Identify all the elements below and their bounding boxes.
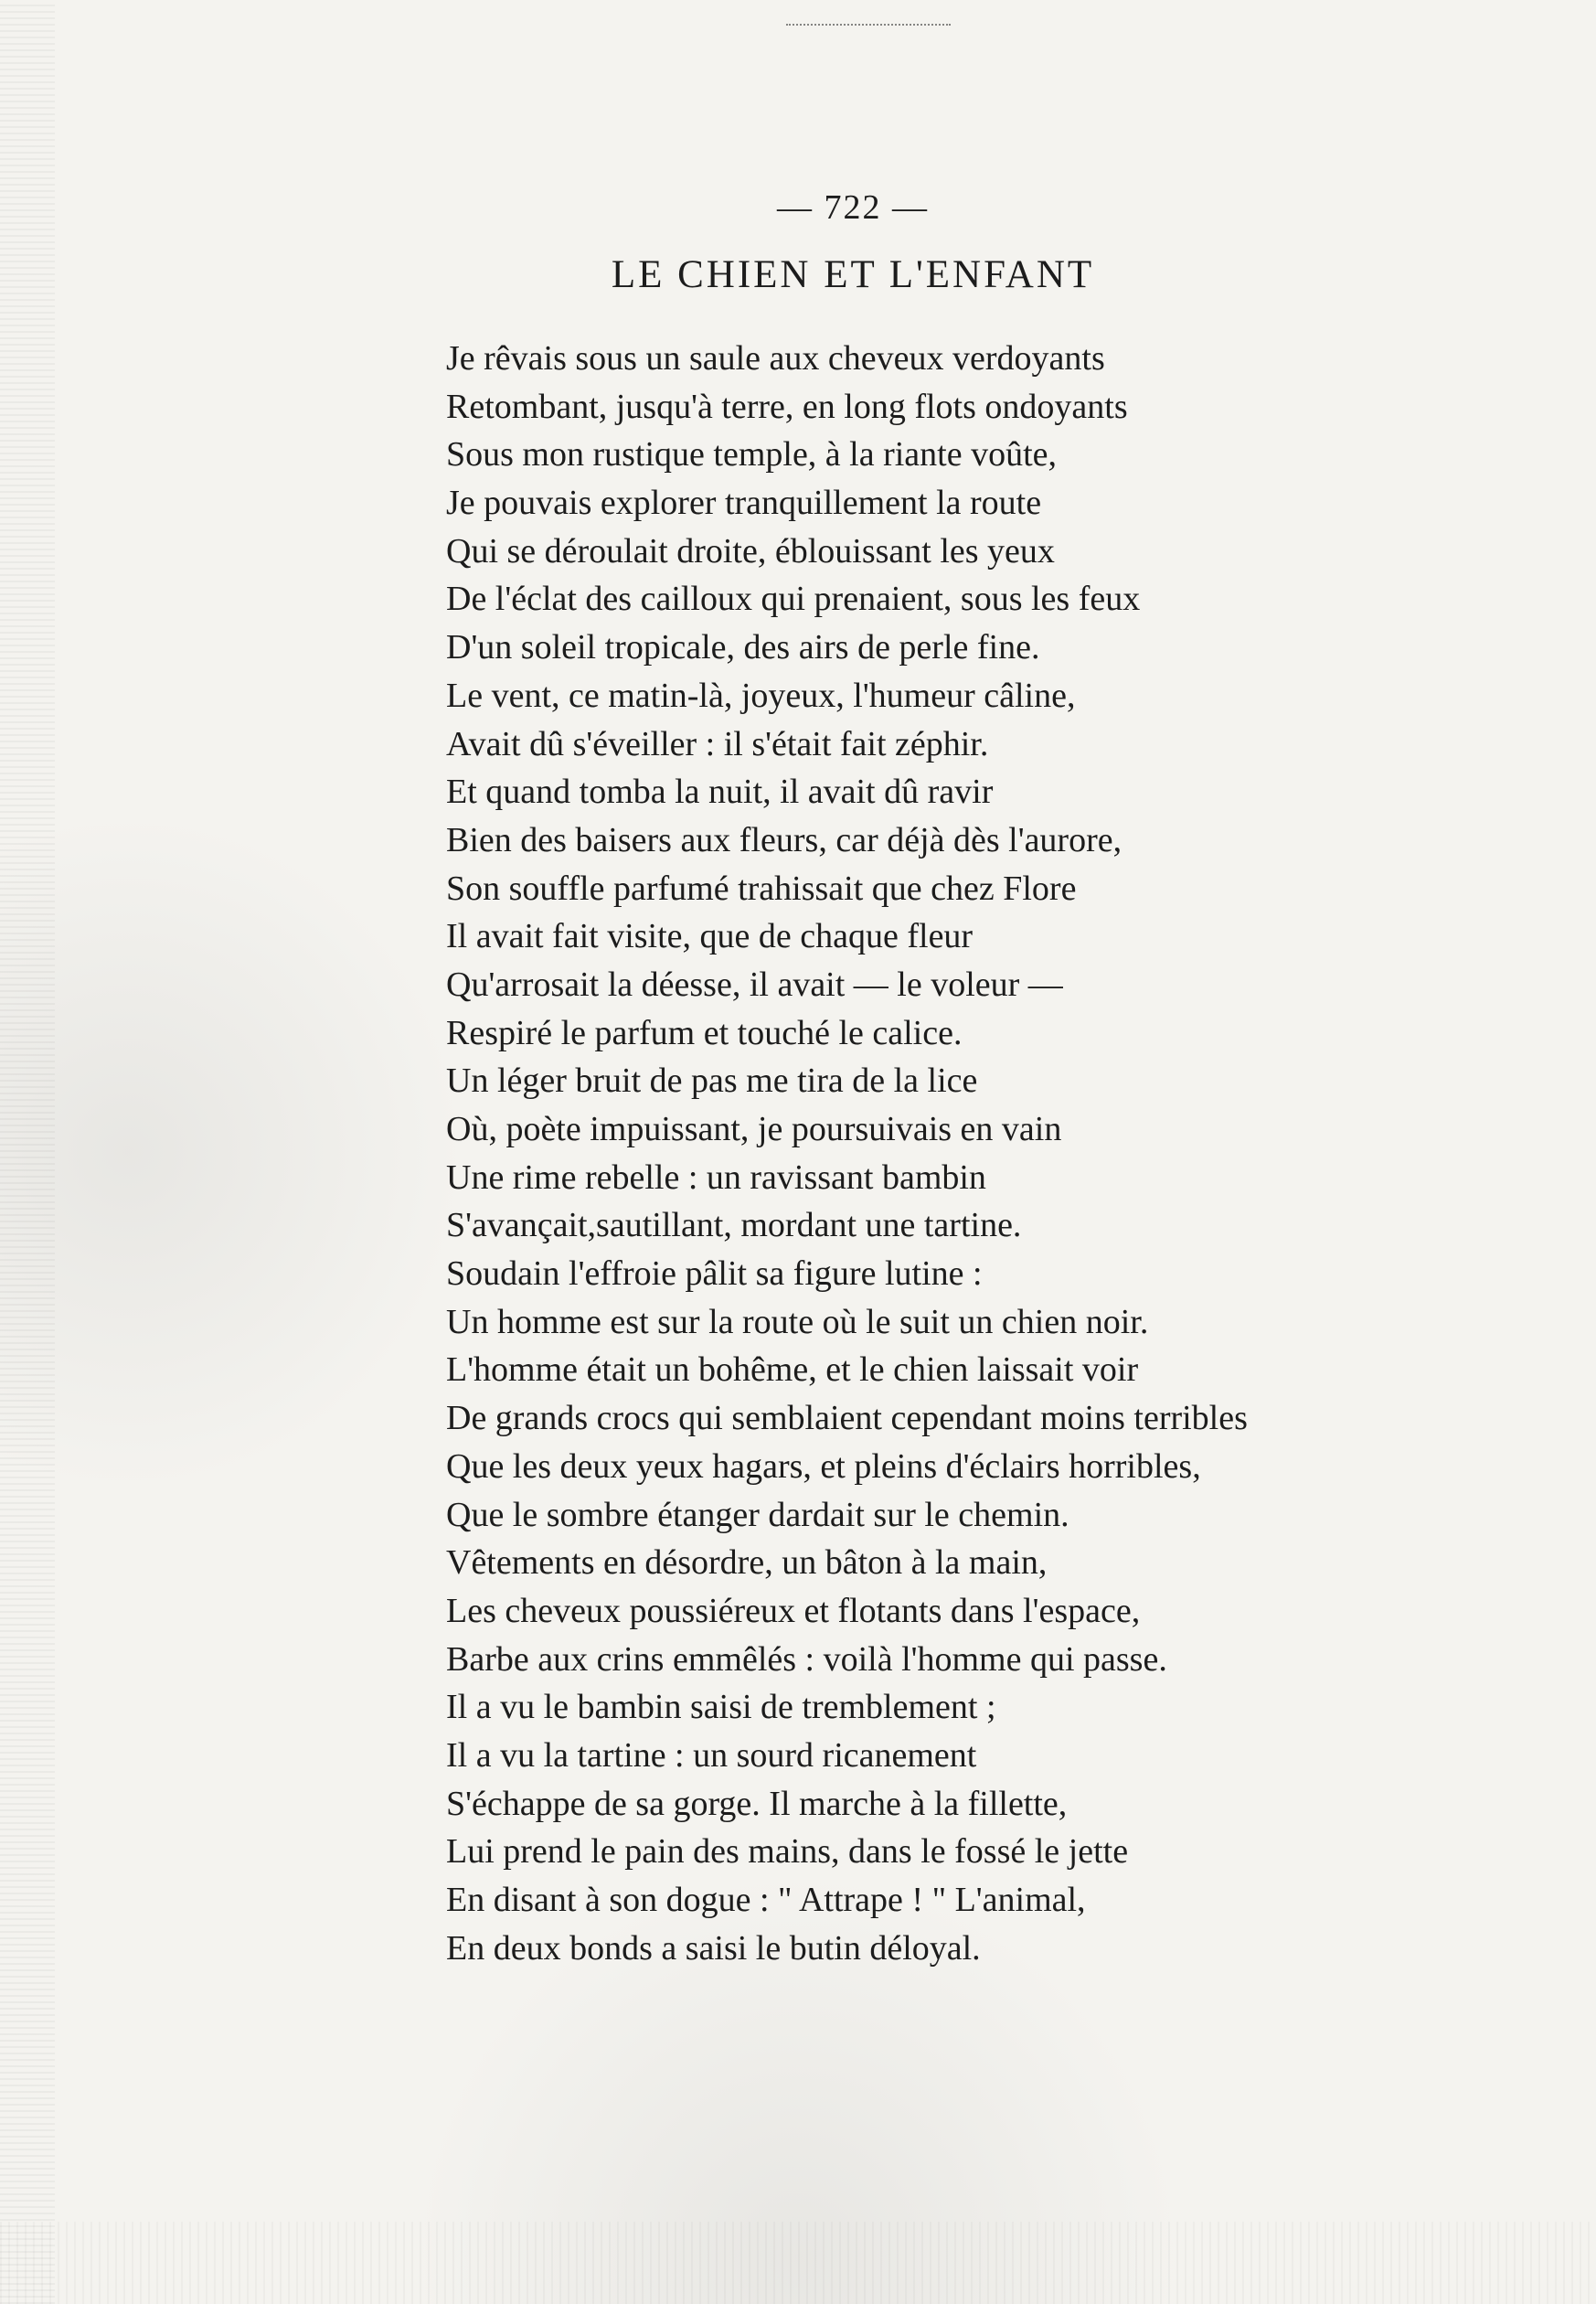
- ink-speck-top: [786, 16, 951, 26]
- poem-line: S'échappe de sa gorge. Il marche à la fillette,: [446, 1784, 1068, 1823]
- poem-line: Vêtements en désordre, un bâton à la main,: [446, 1543, 1048, 1583]
- poem-line: Une rime rebelle : un ravissant bambin: [446, 1157, 986, 1197]
- poem-line: Que les deux yeux hagars, et pleins d'éclairs horribles,: [446, 1446, 1201, 1486]
- poem-line: Il avait fait visite, que de chaque fleur: [446, 917, 974, 956]
- poem-line: De l'éclat des cailloux qui prenaient, sous les feux: [446, 580, 1141, 619]
- poem-body: [446, 335, 1452, 1972]
- poem-line: Son souffle parfumé trahissait que chez Flore: [446, 869, 1077, 908]
- poem-line: Qu'arrosait la déesse, il avait — le voleur —: [446, 965, 1063, 1004]
- page-number: — 722 —: [777, 188, 929, 227]
- poem-line: Les cheveux poussiéreux et flotants dans l'espace,: [446, 1591, 1141, 1630]
- poem-line: Bien des baisers aux fleurs, car déjà dès l'aurore,: [446, 820, 1123, 859]
- poem-line: En deux bonds a saisi le butin déloyal.: [446, 1928, 981, 1968]
- scan-noise-left-edge: [0, 0, 55, 2304]
- poem-line: Il a vu le bambin saisi de tremblement ;: [446, 1688, 996, 1727]
- poem-title: LE CHIEN ET L'ENFANT: [611, 253, 1095, 296]
- poem-line: Et quand tomba la nuit, il avait dû ravir: [446, 773, 994, 812]
- poem-line: En disant à son dogue : " Attrape ! " L'animal,: [446, 1881, 1086, 1919]
- poem-line: Respiré le parfum et touché le calice.: [446, 1013, 963, 1052]
- poem-line: Barbe aux crins emmêlés : voilà l'homme qui passe.: [446, 1639, 1167, 1679]
- poem-line: Un homme est sur la route où le suit un chien noir.: [446, 1302, 1149, 1341]
- poem-line: Le vent, ce matin-là, joyeux, l'humeur câline,: [446, 676, 1076, 715]
- poem-line: Avait dû s'éveiller : il s'était fait zéphir.: [446, 724, 989, 763]
- poem-line: Qui se déroulait droite, éblouissant les yeux: [446, 531, 1055, 571]
- poem-line: Un léger bruit de pas me tira de la lice: [446, 1061, 978, 1101]
- scan-noise-bottom-edge: [0, 2222, 1596, 2304]
- poem-line: Lui prend le pain des mains, dans le fossé le jette: [446, 1832, 1129, 1872]
- poem-line: D'un soleil tropicale, des airs de perle fine.: [446, 628, 1040, 667]
- poem-line: Où, poète impuissant, je poursuivais en vain: [446, 1110, 1062, 1148]
- poem-line: S'avançait,sautillant, mordant une tartine.: [446, 1206, 1022, 1245]
- poem-line: Soudain l'effroie pâlit sa figure lutine :: [446, 1254, 983, 1294]
- poem-line: Que le sombre étanger dardait sur le chemin.: [446, 1495, 1069, 1534]
- poem-line: De grands crocs qui semblaient cependant moins terribles: [446, 1399, 1248, 1438]
- poem-line: Je pouvais explorer tranquillement la route: [446, 484, 1042, 523]
- poem-line: Je rêvais sous un saule aux cheveux verdoyants: [446, 339, 1105, 378]
- poem-line: L'homme était un bohême, et le chien laissait voir: [446, 1350, 1139, 1390]
- poem-line: Il a vu la tartine : un sourd ricanement: [446, 1735, 977, 1775]
- poem-line: Retombant, jusqu'à terre, en long flots ondoyants: [446, 387, 1128, 426]
- poem-line: Sous mon rustique temple, à la riante voûte,: [446, 435, 1058, 475]
